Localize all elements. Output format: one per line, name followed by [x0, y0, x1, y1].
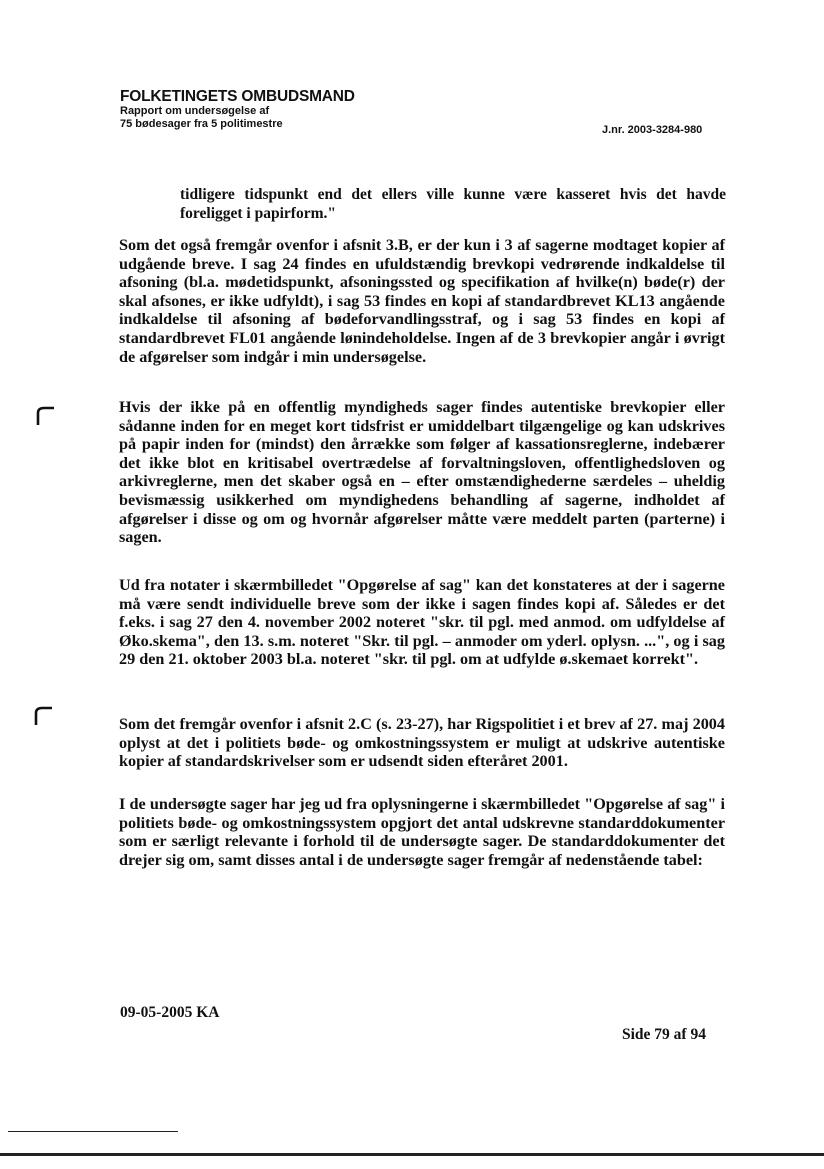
paragraph-5: I de undersøgte sager har jeg ud fra oplysningerne i skærmbilledet "Opgørelse af sag" i politiets bøde- og omkostningssystem opgjort det antal udskrevne standarddokumenter som er særligt relevante i forhold til de undersøgte sager. De standarddokumenter det drejer sig om, samt disses antal i de undersøgte sager fremgår af nedenstående tabel: [119, 795, 725, 869]
margin-mark-icon [32, 705, 54, 727]
page-number: Side 79 af 94 [622, 1026, 706, 1043]
org-name: FOLKETINGETS OMBUDSMAND [120, 88, 355, 105]
report-title-line-1: Rapport om undersøgelse af [120, 105, 270, 117]
paragraph-3: Ud fra notater i skærmbilledet "Opgørelse af sag" kan det konstateres at der i sagerne må være sendt individuelle breve som der ikke i sagen findes kopi af. Således er det f.eks. i sag 27 den 4. november 2002 noteret "skr. til pgl. med anmod. om udfyldelse af Øko.skema", den 13. s.m. noteret "Skr. til pgl. – anmoder om yderl. oplysn. ...", og i sag 29 den 21. oktober 2003 bl.a. noteret "skr. til pgl. om at udfylde ø.skemaet korrekt". [119, 576, 725, 669]
footer-date: 09-05-2005 KA [120, 1004, 220, 1021]
paragraph-1: Som det også fremgår ovenfor i afsnit 3.B, er der kun i 3 af sagerne modtaget kopier af udgående breve. I sag 24 findes en ufuldstændig brevkopi vedrørende indkaldelse til afsoning (bl.a. mødetidspunkt, afsoningssted og specifikation af hvilke(n) bøde(r) der skal afsones, er ikke udfyldt), i sag 53 findes en kopi af standardbrevet KL13 angående indkaldelse til afsoning af bødeforvandlingsstraf, og i sag 53 findes en kopi af standardbrevet FL01 angående lønindeholdelse. Ingen af de 3 brevkopier angår i øvrigt de afgørelser som indgår i min undersøgelse. [119, 236, 725, 366]
paragraph-4: Som det fremgår ovenfor i afsnit 2.C (s. 23-27), har Rigspolitiet i et brev af 27. maj 2004 oplyst at det i politiets bøde- og omkostningssystem er muligt at udskrive autentiske kopier af standardskrivelser som er udsendt siden efteråret 2001. [119, 715, 725, 771]
paragraph-2: Hvis der ikke på en offentlig myndigheds sager findes autentiske brevkopier eller sådanne inden for en meget kort tidsfrist er umiddelbart tilgængelige og kan udskrives på papir inden for (mindst) den årrække som følger af kassationsreglerne, indebærer det ikke blot en kritisabel overtrædelse af forvaltningsloven, offentlighedsloven og arkivreglerne, men det skaber også en – efter omstændighederne særdeles – uheldig bevismæssig usikkerhed om myndighedens behandling af sagerne, indholdet af afgørelser i disse og om og hvornår afgørelser måtte være meddelt parten (parterne) i sagen. [119, 398, 725, 547]
report-title-line-2: 75 bødesager fra 5 politimestre [120, 118, 283, 130]
margin-mark-icon [34, 405, 56, 427]
journal-number: J.nr. 2003-3284-980 [602, 124, 703, 136]
footer-rule-short [8, 1131, 178, 1132]
footer-rule [0, 1153, 824, 1156]
quote-continuation: tidligere tidspunkt end det ellers ville kunne være kasseret hvis det havde foreligget i papirform." [180, 186, 726, 222]
